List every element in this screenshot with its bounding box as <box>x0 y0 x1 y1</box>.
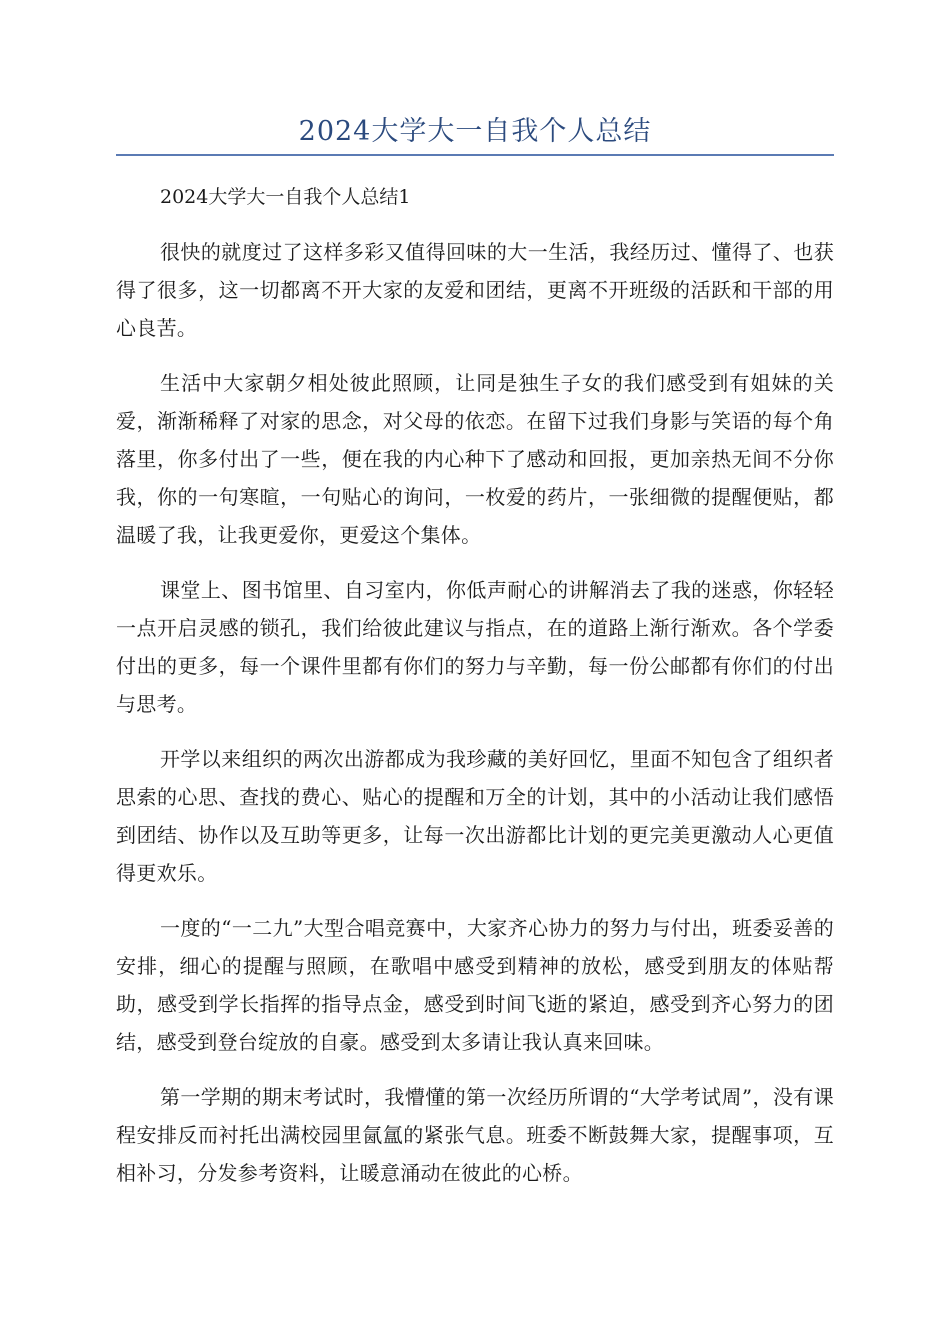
paragraph: 一度的“一二九”大型合唱竞赛中，大家齐心协力的努力与付出，班委妥善的安排，细心的提醒与照顾，在歌唱中感受到精神的放松，感受到朋友的体贴帮助，感受到学长指挥的指导点金，感受到时间飞逝的紧迫，感受到齐心努力的团结，感受到登台绽放的自豪。感受到太多请让我认真来回味。 <box>116 916 834 1054</box>
section-heading: 2024大学大一自我个人总结1 <box>160 186 411 208</box>
title-underline <box>116 154 834 156</box>
paragraph: 开学以来组织的两次出游都成为我珍藏的美好回忆，里面不知包含了组织者思索的心思、查找的费心、贴心的提醒和万全的计划，其中的小活动让我们感悟到团结、协作以及互助等更多，让每一次出游都比计划的更完美更激动人心更值得更欢乐。 <box>116 747 834 885</box>
paragraph: 很快的就度过了这样多彩又值得回味的大一生活，我经历过、懂得了、也获得了很多，这一切都离不开大家的友爱和团结，更离不开班级的活跃和干部的用心良苦。 <box>116 240 834 340</box>
document-body <box>116 178 834 1209</box>
paragraph: 课堂上、图书馆里、自习室内，你低声耐心的讲解消去了我的迷惑，你轻轻一点开启灵感的锁孔，我们给彼此建议与指点，在的道路上渐行渐欢。各个学委付出的更多，每一个课件里都有你们的努力与辛勤，每一份公邮都有你们的付出与思考。 <box>116 578 834 716</box>
document-title: 2024大学大一自我个人总结 <box>298 116 652 147</box>
paragraph: 第一学期的期末考试时，我懵懂的第一次经历所谓的“大学考试周”，没有课程安排反而衬托出满校园里氤氲的紧张气息。班委不断鼓舞大家，提醒事项，互相补习，分发参考资料，让暖意涌动在彼此的心桥。 <box>116 1085 834 1185</box>
paragraph: 生活中大家朝夕相处彼此照顾，让同是独生子女的我们感受到有姐妹的关爱，渐渐稀释了对家的思念，对父母的依恋。在留下过我们身影与笑语的每个角落里，你多付出了一些，便在我的内心种下了感动和回报，更加亲热无间不分你我，你的一句寒暄，一句贴心的询问，一枚爱的药片，一张细微的提醒便贴，都温暖了我，让我更爱你，更爱这个集体。 <box>116 371 834 547</box>
